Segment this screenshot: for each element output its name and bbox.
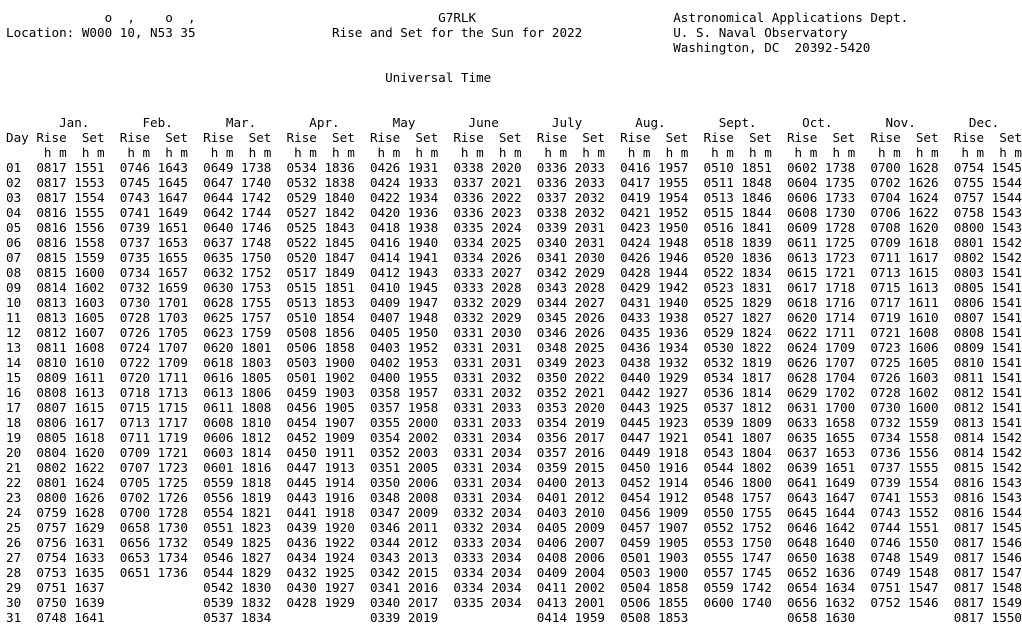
document-line: 28 0753 1635 0651 1736 0544 1829 0432 1925 0342 2015 0334 2034 0409 2004 0503 1900 0557 1745 0652 1636 0749 1548 0817 1547 bbox=[6, 565, 1022, 580]
document-line: 06 0816 1558 0737 1653 0637 1748 0522 1845 0416 1940 0334 2025 0340 2031 0424 1948 0518 1839 0611 1725 0709 1618 0801 1542 bbox=[6, 235, 1022, 250]
document-line: 18 0806 1617 0713 1717 0608 1810 0454 1907 0355 2000 0331 2033 0354 2019 0445 1923 0539 1809 0633 1658 0732 1559 0813 1541 bbox=[6, 415, 1022, 430]
document-line: Washington, DC 20392-5420 bbox=[6, 40, 909, 55]
document-line: 08 0815 1600 0734 1657 0632 1752 0517 1849 0412 1943 0333 2027 0342 2029 0428 1944 0522 1834 0615 1721 0713 1615 0803 1541 bbox=[6, 265, 1022, 280]
document-line: h m h m h m h m h m h m h m h m h m h m h m h m h m h m h m h m h m h m h m h m h m h m h m h m bbox=[6, 145, 1022, 160]
document-line: 04 0816 1555 0741 1649 0642 1744 0527 1842 0420 1936 0336 2023 0338 2032 0421 1952 0515 1844 0608 1730 0706 1622 0758 1543 bbox=[6, 205, 1022, 220]
document-line: 16 0808 1613 0718 1713 0613 1806 0459 1903 0358 1957 0331 2032 0352 2021 0442 1927 0536 1814 0629 1702 0728 1602 0812 1541 bbox=[6, 385, 1022, 400]
document-line bbox=[6, 85, 953, 100]
document-line: o , o , G7RLK Astronomical Applications Dept. bbox=[6, 10, 909, 25]
document-line: Jan. Feb. Mar. Apr. May June July Aug. Sept. Oct. Nov. Dec. bbox=[6, 115, 1015, 130]
document-line: 24 0759 1628 0700 1728 0554 1821 0441 1918 0347 2009 0332 2034 0403 2010 0456 1909 0550 1755 0645 1644 0743 1552 0816 1544 bbox=[6, 505, 1022, 520]
document-line: Universal Time bbox=[6, 70, 492, 85]
document-line: 02 0817 1553 0745 1645 0647 1740 0532 1838 0424 1933 0337 2021 0336 2033 0417 1955 0511 1848 0604 1735 0702 1626 0755 1544 bbox=[6, 175, 1022, 190]
document-line: 26 0756 1631 0656 1732 0549 1825 0436 1922 0344 2012 0333 2034 0406 2007 0459 1905 0553 1750 0648 1640 0746 1550 0817 1546 bbox=[6, 535, 1022, 550]
document-line: 20 0804 1620 0709 1721 0603 1814 0450 1911 0352 2003 0331 2034 0357 2016 0449 1918 0543 1804 0637 1653 0736 1556 0814 1542 bbox=[6, 445, 1022, 460]
document-line bbox=[6, 55, 953, 70]
document-line: 21 0802 1622 0707 1723 0601 1816 0447 1913 0351 2005 0331 2034 0359 2015 0450 1916 0544 1802 0639 1651 0737 1555 0815 1542 bbox=[6, 460, 1022, 475]
document-line: 09 0814 1602 0732 1659 0630 1753 0515 1851 0410 1945 0333 2028 0343 2028 0429 1942 0523 1831 0617 1718 0715 1613 0805 1541 bbox=[6, 280, 1022, 295]
document-line: 29 0751 1637 0542 1830 0430 1927 0341 2016 0334 2034 0411 2002 0504 1858 0559 1742 0654 1634 0751 1547 0817 1548 bbox=[6, 580, 1022, 595]
document-line: 27 0754 1633 0653 1734 0546 1827 0434 1924 0343 2013 0333 2034 0408 2006 0501 1903 0555 1747 0650 1638 0748 1549 0817 1546 bbox=[6, 550, 1022, 565]
document-line: 12 0812 1607 0726 1705 0623 1759 0508 1856 0405 1950 0331 2030 0346 2026 0435 1936 0529 1824 0622 1711 0721 1608 0808 1541 bbox=[6, 325, 1022, 340]
document-line: Day Rise Set Rise Set Rise Set Rise Set Rise Set Rise Set Rise Set Rise Set Rise Set Rise Set Rise Set Rise Set bbox=[6, 130, 1022, 145]
document-line: 31 0748 1641 0537 1834 0339 2019 0414 1959 0508 1853 0658 1630 0817 1550 bbox=[6, 610, 1022, 625]
document-line: 03 0817 1554 0743 1647 0644 1742 0529 1840 0422 1934 0336 2022 0337 2032 0419 1954 0513 1846 0606 1733 0704 1624 0757 1544 bbox=[6, 190, 1022, 205]
document-line: 23 0800 1626 0702 1726 0556 1819 0443 1916 0348 2008 0331 2034 0401 2012 0454 1912 0548 1757 0643 1647 0741 1553 0816 1543 bbox=[6, 490, 1022, 505]
document-line: 14 0810 1610 0722 1709 0618 1803 0503 1900 0402 1953 0331 2031 0349 2023 0438 1932 0532 1819 0626 1707 0725 1605 0810 1541 bbox=[6, 355, 1022, 370]
document-line: 11 0813 1605 0728 1703 0625 1757 0510 1854 0407 1948 0332 2029 0345 2026 0433 1938 0527 1827 0620 1714 0719 1610 0807 1541 bbox=[6, 310, 1022, 325]
document-line bbox=[6, 100, 953, 115]
document-line: 22 0801 1624 0705 1725 0559 1818 0445 1914 0350 2006 0331 2034 0400 2013 0452 1914 0546 1800 0641 1649 0739 1554 0816 1543 bbox=[6, 475, 1022, 490]
document-line: 17 0807 1615 0715 1715 0611 1808 0456 1905 0357 1958 0331 2033 0353 2020 0443 1925 0537 1812 0631 1700 0730 1600 0812 1541 bbox=[6, 400, 1022, 415]
document-line: 13 0811 1608 0724 1707 0620 1801 0506 1858 0403 1952 0331 2031 0348 2025 0436 1934 0530 1822 0624 1709 0723 1606 0809 1541 bbox=[6, 340, 1022, 355]
document-line: 07 0815 1559 0735 1655 0635 1750 0520 1847 0414 1941 0334 2026 0341 2030 0426 1946 0520 1836 0613 1723 0711 1617 0802 1542 bbox=[6, 250, 1022, 265]
document-line: 10 0813 1603 0730 1701 0628 1755 0513 1853 0409 1947 0332 2029 0344 2027 0431 1940 0525 1829 0618 1716 0717 1611 0806 1541 bbox=[6, 295, 1022, 310]
document-line: 05 0816 1556 0739 1651 0640 1746 0525 1843 0418 1938 0335 2024 0339 2031 0423 1950 0516 1841 0609 1728 0708 1620 0800 1543 bbox=[6, 220, 1022, 235]
document-line: 25 0757 1629 0658 1730 0551 1823 0439 1920 0346 2011 0332 2034 0405 2009 0457 1907 0552 1752 0646 1642 0744 1551 0817 1545 bbox=[6, 520, 1022, 535]
document-line: 30 0750 1639 0539 1832 0428 1929 0340 2017 0335 2034 0413 2001 0506 1855 0600 1740 0656 1632 0752 1546 0817 1549 bbox=[6, 595, 1022, 610]
document-line: Location: W000 10, N53 35 Rise and Set for the Sun for 2022 U. S. Naval Observatory bbox=[6, 25, 909, 40]
document-line: 15 0809 1611 0720 1711 0616 1805 0501 1902 0400 1955 0331 2032 0350 2022 0440 1929 0534 1817 0628 1704 0726 1603 0811 1541 bbox=[6, 370, 1022, 385]
document-line: 01 0817 1551 0746 1643 0649 1738 0534 1836 0426 1931 0338 2020 0336 2033 0416 1957 0510 1851 0602 1738 0700 1628 0754 1545 bbox=[6, 160, 1022, 175]
document-line: 19 0805 1618 0711 1719 0606 1812 0452 1909 0354 2002 0331 2034 0356 2017 0447 1921 0541 1807 0635 1655 0734 1558 0814 1542 bbox=[6, 430, 1022, 445]
